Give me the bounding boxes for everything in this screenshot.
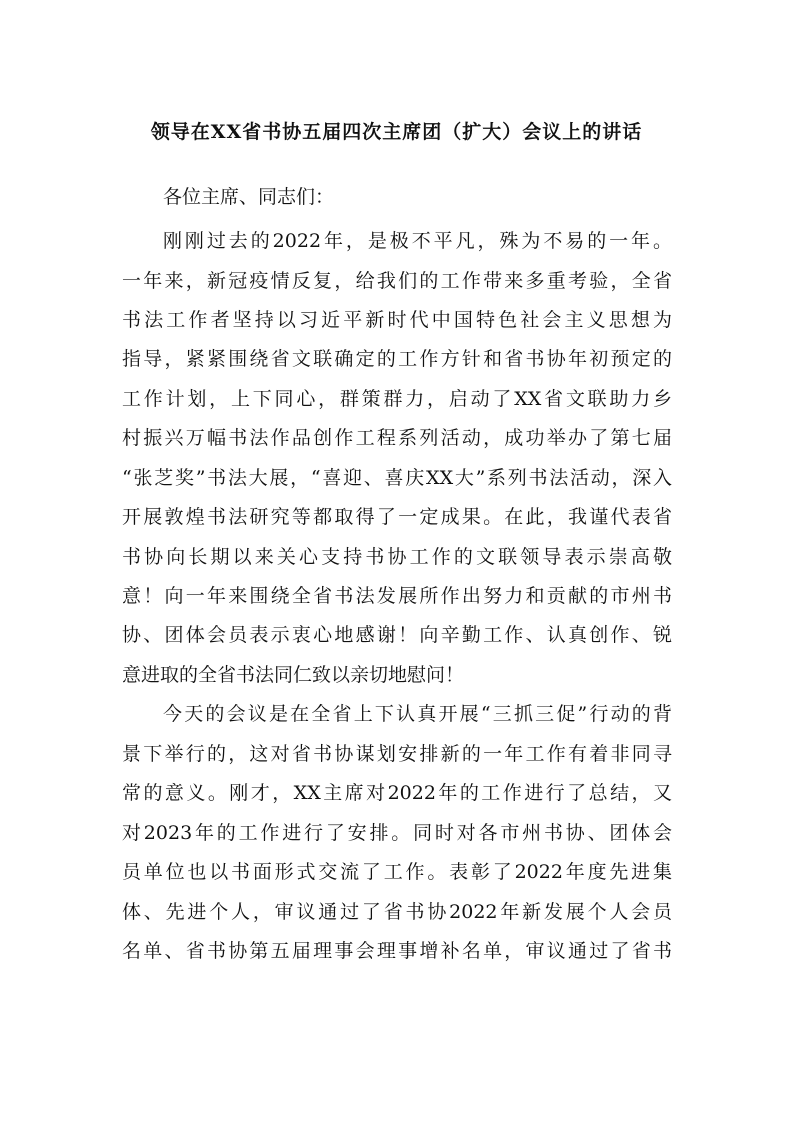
- paragraph-2-line: 常的意义。刚才，XX主席对2022年的工作进行了总结，又: [122, 782, 672, 804]
- paragraph-1-line: 指导，紧紧围绕省文联确定的工作方针和省书协年初预定的: [122, 348, 672, 370]
- paragraph-1-line: 书法工作者坚持以习近平新时代中国特色社会主义思想为: [122, 309, 672, 331]
- paragraph-2-line: 体、先进个人，审议通过了省书协2022年新发展个人会员: [122, 901, 672, 923]
- paragraph-1-line: 意进取的全省书法同仁致以亲切地慰问！: [122, 664, 465, 686]
- paragraph-1-line: 开展敦煌书法研究等都取得了一定成果。在此，我谨代表省: [122, 506, 672, 528]
- paragraph-2-line: 员单位也以书面形式交流了工作。表彰了2022年度先进集: [122, 861, 672, 883]
- paragraph-2-line: 景下举行的，这对省书协谋划安排新的一年工作有着非同寻: [122, 743, 672, 765]
- salutation: 各位主席、同志们：: [163, 186, 335, 208]
- paragraph-1-line: 协、团体会员表示衷心地感谢！向辛勤工作、认真创作、锐: [122, 624, 672, 646]
- paragraph-1-line: 刚刚过去的2022年，是极不平凡，殊为不易的一年。: [163, 230, 672, 252]
- paragraph-1-line: 一年来，新冠疫情反复，给我们的工作带来多重考验，全省: [122, 270, 672, 292]
- paragraph-1-line: 村振兴万幅书法作品创作工程系列活动，成功举办了第七届: [122, 427, 672, 449]
- paragraph-1-line: 意！向一年来围绕全省书法发展所作出努力和贡献的市州书: [122, 585, 672, 607]
- document-title: 领导在XX省书协五届四次主席团（扩大）会议上的讲话: [150, 121, 643, 143]
- paragraph-2-line: 对2023年的工作进行了安排。同时对各市州书协、团体会: [122, 822, 672, 844]
- paragraph-1-line: 工作计划，上下同心，群策群力，启动了XX省文联助力乡: [122, 388, 672, 410]
- paragraph-2-line: 今天的会议是在全省上下认真开展“三抓三促”行动的背: [163, 703, 672, 725]
- paragraph-1-line: “张芝奖”书法大展，“喜迎、喜庆XX大”系列书法活动，深入: [122, 467, 672, 489]
- paragraph-1-line: 书协向长期以来关心支持书协工作的文联领导表示崇高敬: [122, 546, 672, 568]
- paragraph-2-line: 名单、省书协第五届理事会理事增补名单，审议通过了省书: [122, 940, 672, 962]
